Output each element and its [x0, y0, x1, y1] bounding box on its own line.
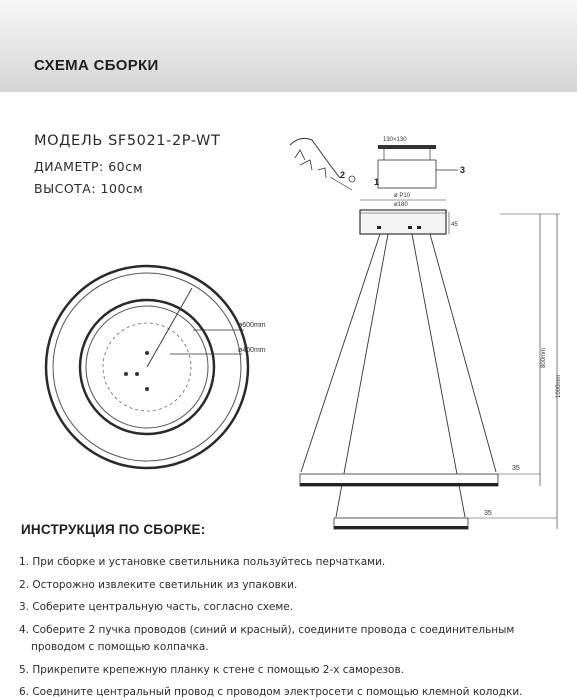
instruction-item: 6. Соедините центральный провод с проводом электросети с помощью клемной колодки.: [19, 686, 523, 698]
step-3-label: 3: [460, 165, 466, 175]
instruction-item-cont: проводом с помощью колпачка.: [31, 641, 209, 653]
diameter-spec: ДИАМЕТР: 60см: [34, 159, 143, 174]
page-title: СХЕМА СБОРКИ: [34, 57, 159, 74]
instructions-list: [19, 555, 523, 700]
cable-port-3: [417, 226, 421, 229]
instruction-item: 5. Прикрепите крепежную планку к стене с помощью 2-х саморезов.: [19, 663, 405, 676]
p10-label: ø P10: [394, 193, 411, 199]
ring-600-shadow: [300, 483, 498, 486]
canopy-width-dim: 130×130: [383, 137, 407, 143]
instruction-item: 2. Осторожно извлеките светильник из упаковки.: [19, 578, 298, 591]
step-2-label: 2: [340, 170, 346, 180]
len-1000-label: 1000mm: [556, 374, 562, 398]
height-spec: ВЫСОТА: 100см: [34, 181, 144, 196]
hand-detail: [290, 138, 340, 178]
cable-outer-left: [301, 234, 380, 472]
wire-bundle-icon: [295, 150, 326, 178]
ring-2-height-label: 35: [484, 510, 492, 517]
step-1-label: 1: [374, 177, 380, 187]
instructions-title: ИНСТРУКЦИЯ ПО СБОРКЕ:: [21, 522, 206, 537]
model-number: МОДЕЛЬ SF5021-2P-WT: [34, 133, 221, 149]
instruction-item: 4. Соберите 2 пучка проводов (синий и красный), соедините провода с соединительным: [19, 623, 515, 636]
ring-400-shadow: [334, 526, 468, 529]
canopy-body: [378, 160, 436, 188]
outer-diameter-label: ø600mm: [238, 322, 266, 329]
step-2-marker: [349, 176, 355, 182]
instruction-item: 3. Соберите центральную часть, согласно схеме.: [19, 601, 294, 613]
canopy-housing: [360, 210, 446, 234]
d180-label: ø180: [394, 202, 408, 208]
ring-1-height-label: 35: [512, 465, 520, 472]
cable-port-2: [408, 226, 412, 229]
inner-diameter-label: ø400mm: [238, 347, 266, 354]
len-800-label: 800mm: [541, 347, 547, 368]
cable-outer-right: [430, 234, 496, 472]
canopy-height-label: 45: [451, 222, 458, 228]
instruction-item: 1. При сборке и установке светильника пользуйтесь перчатками.: [19, 556, 386, 568]
mounting-plate: [378, 145, 436, 149]
cable-port-1: [377, 226, 381, 229]
